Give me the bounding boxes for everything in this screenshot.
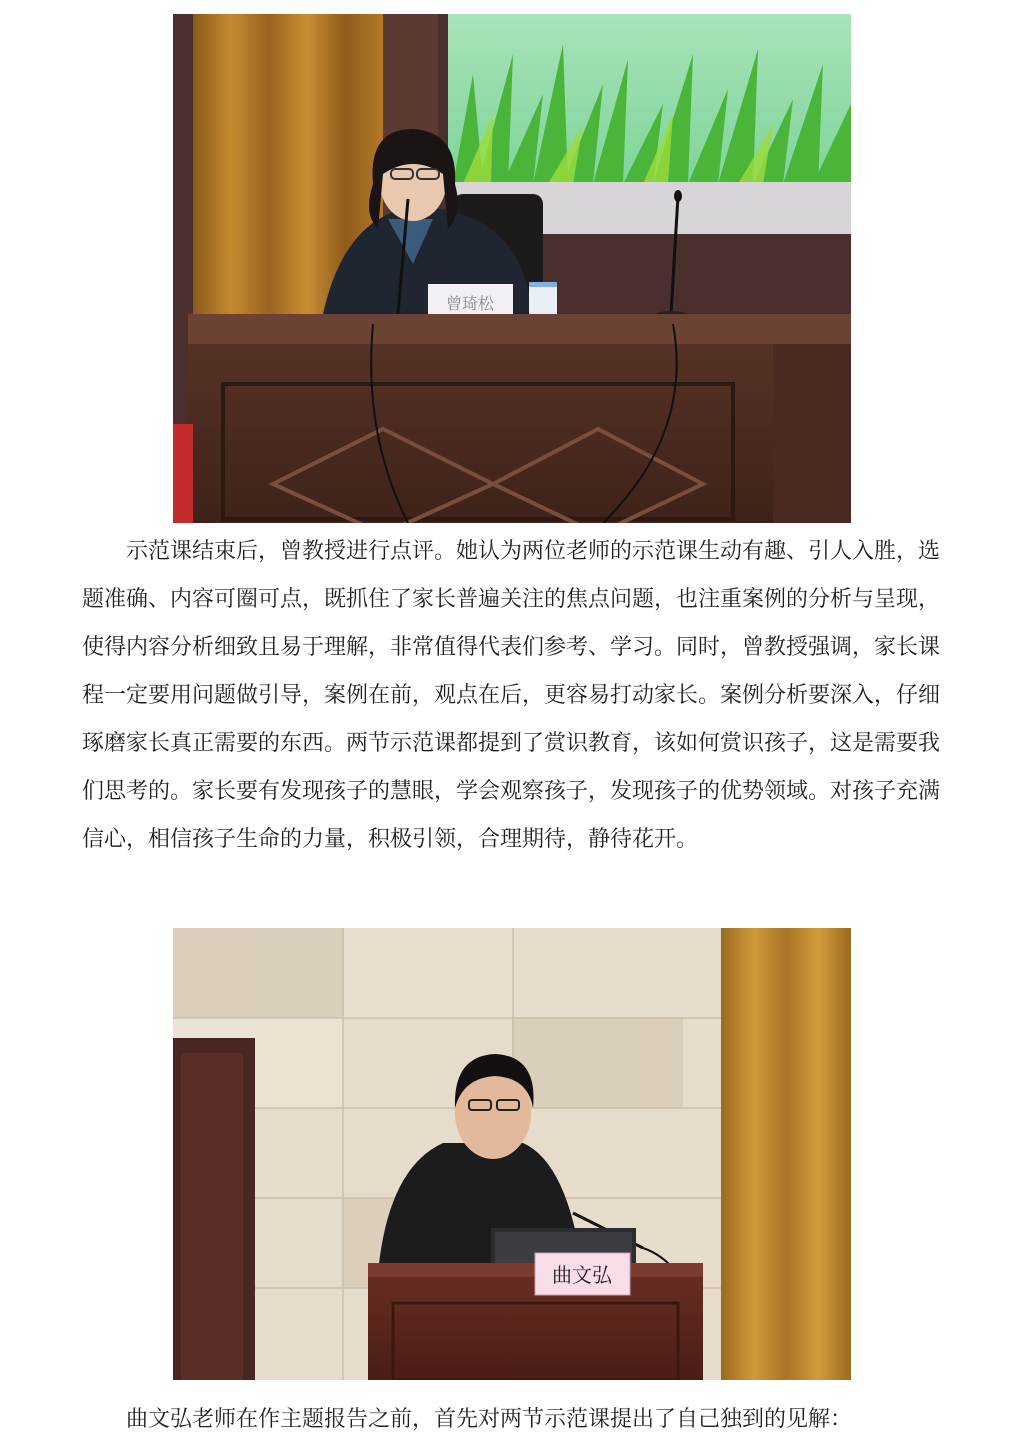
photo-speaker-qu bbox=[173, 928, 851, 1380]
photo-professor-zeng bbox=[173, 14, 851, 523]
nameplate-bottom-text: 曲文弘 bbox=[552, 1263, 612, 1287]
nameplate-top-text: 曾琦松 bbox=[445, 294, 495, 313]
paragraph-review: 示范课结束后，曾教授进行点评。她认为两位老师的示范课生动有趣、引人入胜，选题准确、内容可圈可点，既抓住了家长普遍关注的焦点问题，也注重案例的分析与呈现，使得内容分析细致且易于理解，非常值得代表们参考、学习。同时，曾教授强调，家长课程一定要用问题做引导，案例在前，观点在后，更容易打动家长。案例分析要深入，仔细琢磨家长真正需要的东西。两节示范课都提到了赏识教育，该如何赏识孩子，这是需要我们思考的。家长要有发现孩子的慧眼，学会观察孩子，发现孩子的优势领域。对孩子充满信心，相信孩子生命的力量，积极引领，合理期待，静待花开。 bbox=[82, 539, 941, 852]
photo-professor-zeng-image bbox=[173, 14, 851, 523]
paragraph-speaker-intro: 曲文弘老师在作主题报告之前，首先对两节示范课提出了自己独到的见解： bbox=[126, 1407, 853, 1432]
photo-speaker-qu-image bbox=[173, 928, 851, 1380]
